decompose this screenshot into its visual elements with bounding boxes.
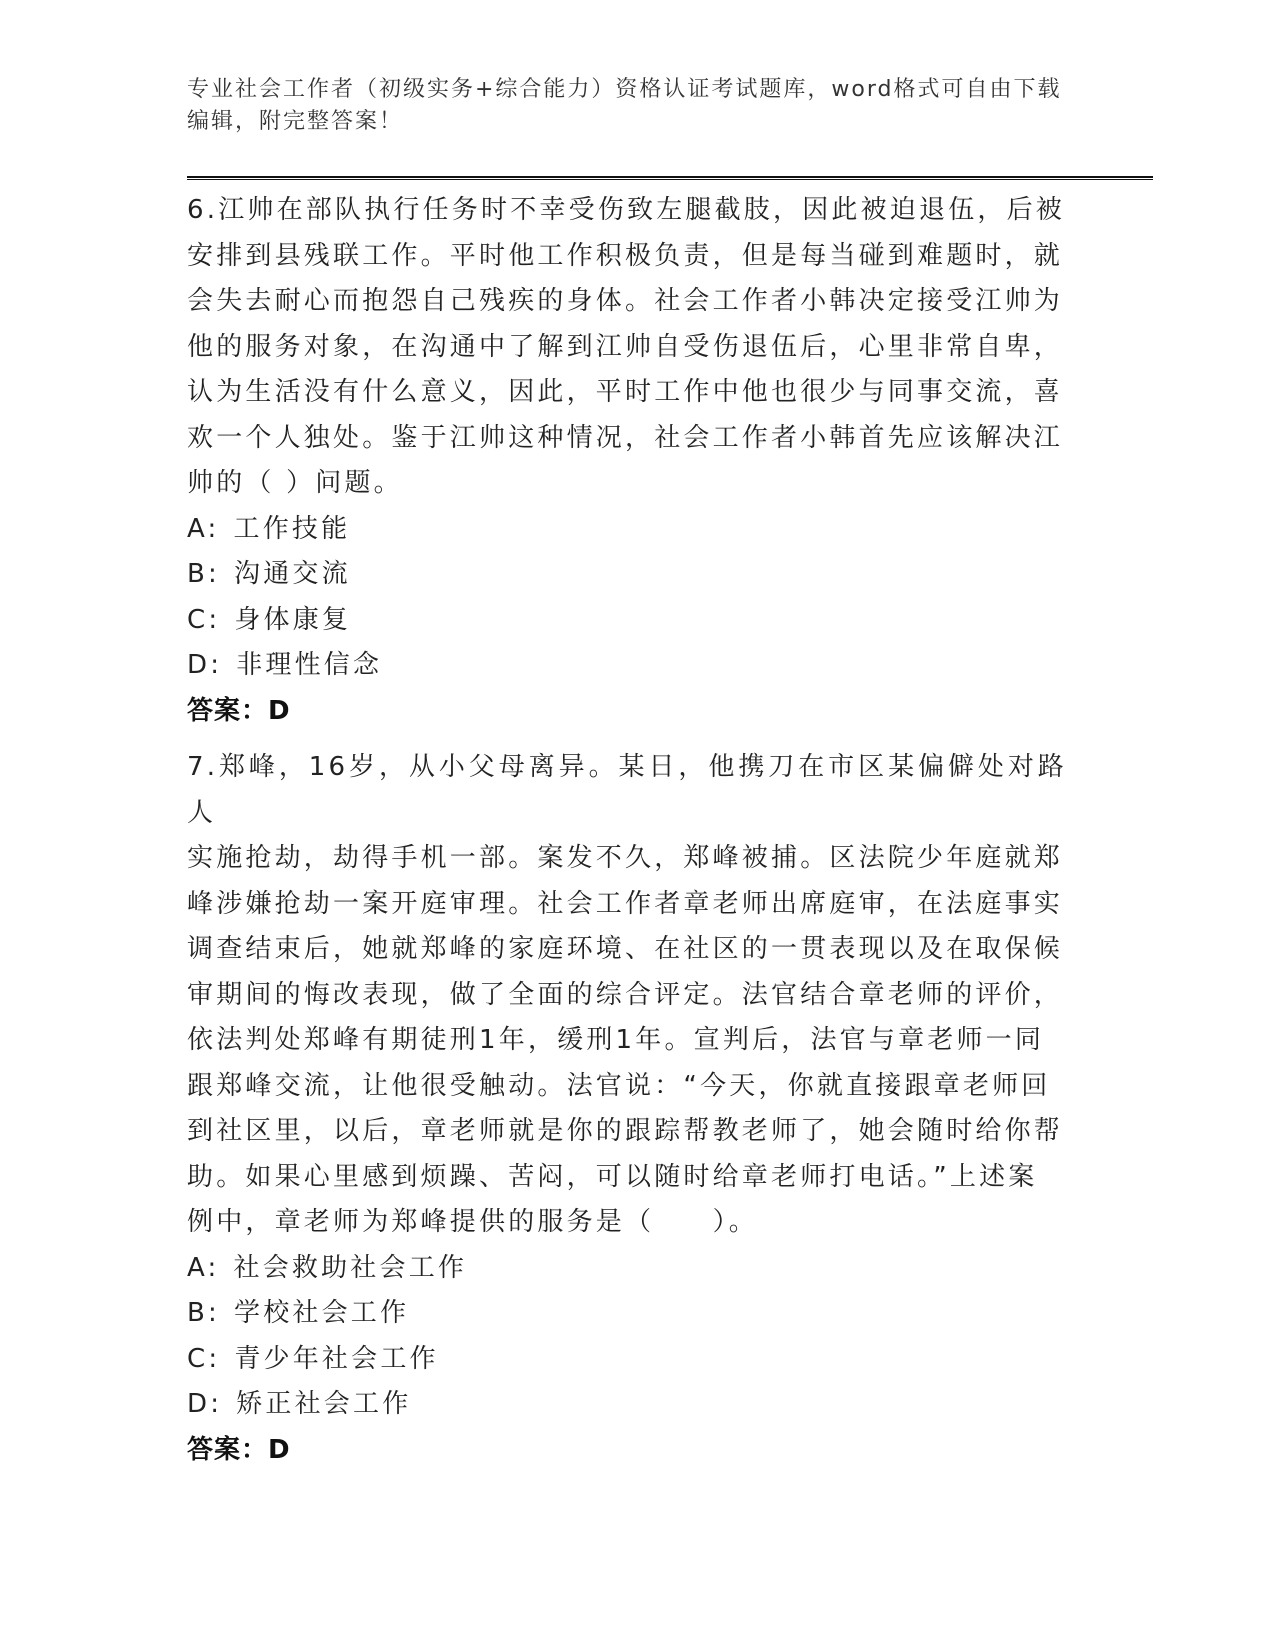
option-letter: B: [187,1298,220,1328]
answer-line: 答案：D [187,1434,291,1465]
stem-line: 到社区里，以后，章老师就是你的跟踪帮教老师了，她会随时给你帮 [187,1116,1064,1146]
stem-line: 审期间的悔改表现，做了全面的综合评定。法官结合章老师的评价， [187,979,1064,1010]
option-letter: D: [187,650,223,680]
stem-line: 助。如果心里感到烦躁、苦闷，可以随时给章老师打电话。”上述案 [187,1161,1038,1192]
option-d [187,643,1067,689]
option-b [187,552,1067,598]
option-d [187,1382,1067,1428]
answer-line: 答案：D [187,695,291,726]
stem-line: 7.郑峰，16岁，从小父母离异。某日，他携刀在市区某偏僻处对路人 [187,752,1067,828]
header-line-1: 专业社会工作者（初级实务+综合能力）资格认证考试题库，word格式可自由下载 [187,77,1062,102]
question-stem [187,745,1067,1246]
stem-line: 实施抢劫，劫得手机一部。案发不久，郑峰被捕。区法院少年庭就郑 [187,843,1064,873]
question-6 [187,188,1067,734]
header-line-2: 编辑，附完整答案！ [187,109,404,134]
option-text: 学校社会工作 [234,1298,410,1328]
option-list [187,1246,1067,1428]
option-b [187,1291,1067,1337]
option-text: 青少年社会工作 [234,1343,439,1374]
stem-line: 峰涉嫌抢劫一案开庭审理。社会工作者章老师出席庭审，在法庭事实 [187,888,1064,919]
option-letter: B: [187,559,220,589]
stem-line: 调查结束后，她就郑峰的家庭环境、在社区的一贯表现以及在取保候 [187,934,1064,964]
option-letter: A: [187,513,220,544]
option-text: 沟通交流 [234,559,351,589]
stem-line: 帅的（ ）问题。 [187,468,403,498]
document-header [187,74,1087,138]
option-c [187,1337,1067,1383]
header-divider [187,176,1153,180]
option-a [187,1246,1067,1292]
option-text: 社会救助社会工作 [233,1252,468,1283]
option-letter: C: [187,1343,221,1374]
stem-line: 安排到县残联工作。平时他工作积极负责，但是每当碰到难题时，就 [187,240,1064,271]
option-letter: C: [187,604,221,635]
option-letter: D: [187,1389,223,1419]
option-text: 矫正社会工作 [236,1389,412,1419]
stem-line: 跟郑峰交流，让他很受触动。法官说：“今天，你就直接跟章老师回 [187,1070,1051,1101]
stem-line: 例中，章老师为郑峰提供的服务是（ ）。 [187,1207,759,1237]
option-text: 身体康复 [234,604,352,635]
stem-line: 依法判处郑峰有期徒刑1年，缓刑1年。宣判后，法官与章老师一同 [187,1025,1045,1055]
option-c [187,598,1067,644]
option-letter: A: [187,1252,220,1283]
question-stem [187,188,1067,507]
stem-line: 他的服务对象，在沟通中了解到江帅自受伤退伍后，心里非常自卑， [187,331,1064,362]
stem-line: 认为生活没有什么意义，因此，平时工作中他也很少与同事交流，喜 [187,377,1064,407]
option-list [187,507,1067,689]
stem-line: 会失去耐心而抱怨自己残疾的身体。社会工作者小韩决定接受江帅为 [187,286,1064,316]
stem-line: 6.江帅在部队执行任务时不幸受伤致左腿截肢，因此被迫退伍，后被 [187,195,1066,225]
option-text: 非理性信念 [236,650,383,680]
option-a [187,507,1067,553]
question-7 [187,745,1067,1473]
option-text: 工作技能 [233,513,351,544]
stem-line: 欢一个人独处。鉴于江帅这种情况，社会工作者小韩首先应该解决江 [187,422,1064,453]
